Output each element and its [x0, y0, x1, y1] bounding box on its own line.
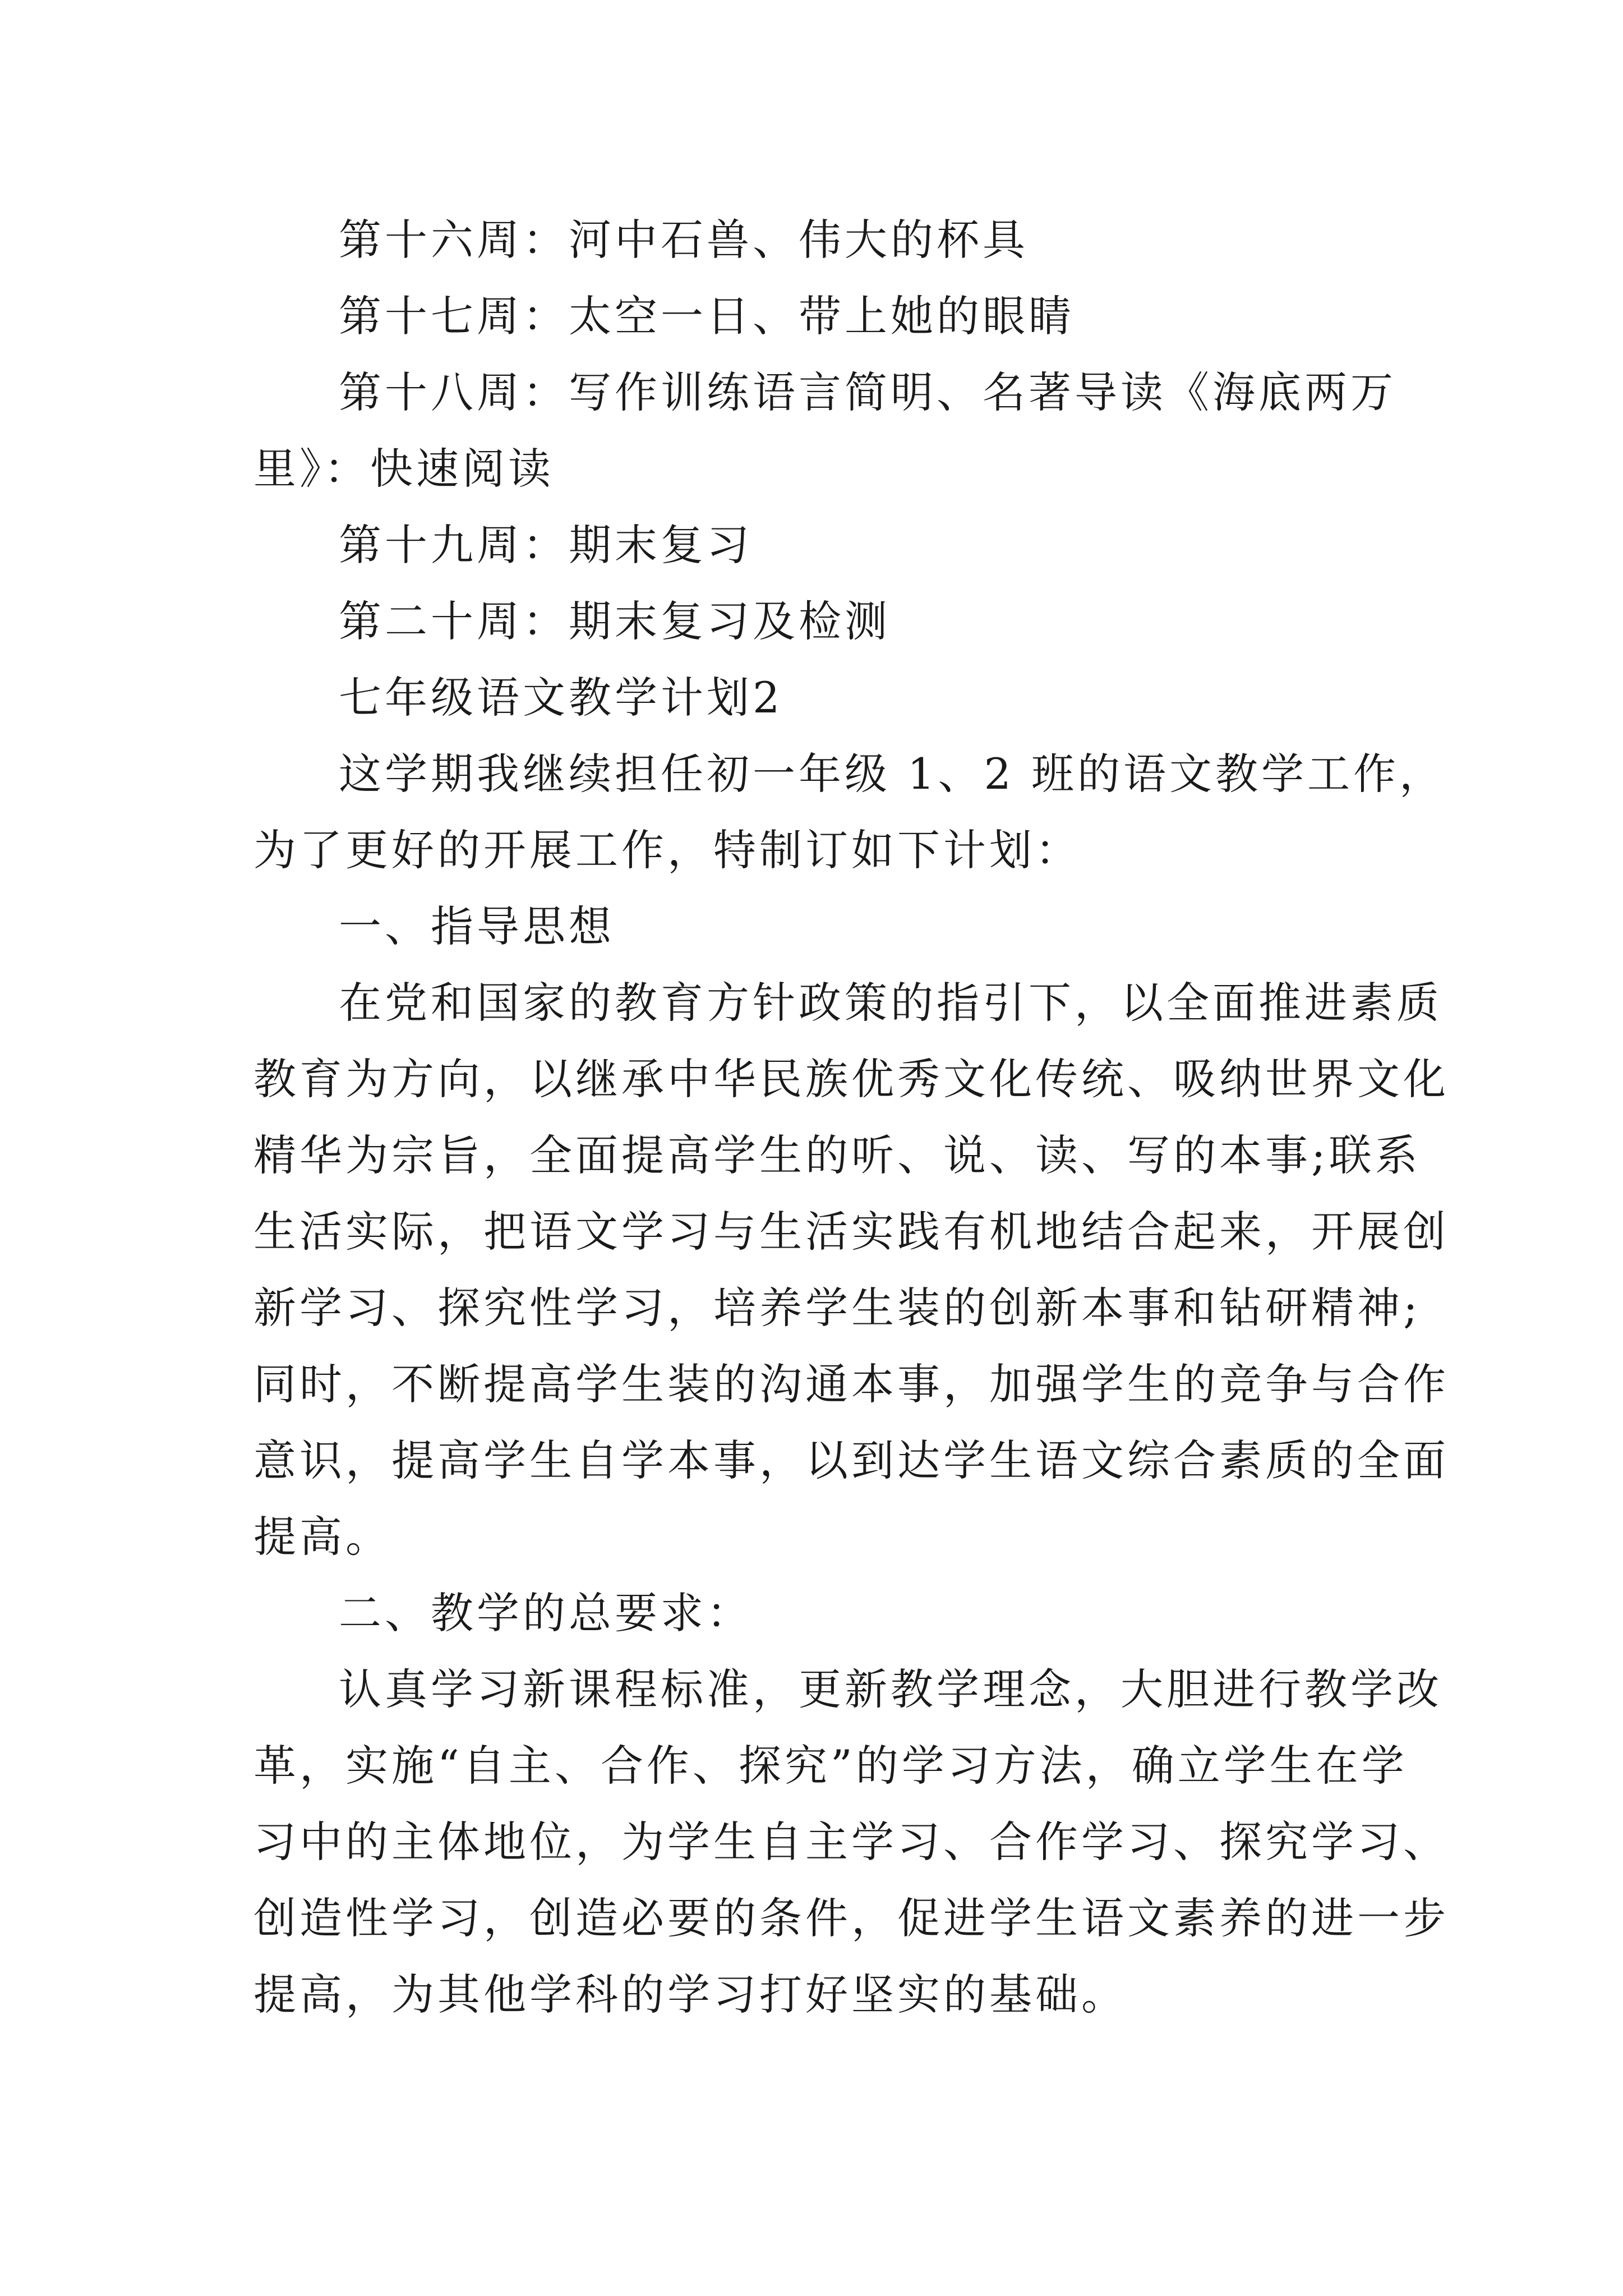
text-line: 这学期我继续担任初一年级 1、2 班的语文教学工作，: [339, 749, 1446, 799]
text-line: 认真学习新课程标准，更新教学理念，大胆进行教学改: [339, 1664, 1442, 1714]
section-heading: 二、教学的总要求：: [339, 1588, 753, 1638]
text-line: 新学习、探究性学习，培养学生装的创新本事和钻研精神;: [253, 1283, 1421, 1333]
text-line: 第十六周：河中石兽、伟大的杯具: [339, 215, 1029, 265]
section-heading: 一、指导思想: [339, 901, 615, 951]
text-line: 习中的主体地位，为学生自主学习、合作学习、探究学习、: [253, 1817, 1449, 1867]
text-line: 教育为方向，以继承中华民族优秀文化传统、吸纳世界文化: [253, 1054, 1449, 1104]
document-body: [253, 202, 1449, 2033]
section-title: 七年级语文教学计划2: [339, 673, 783, 723]
text-line: 第二十周：期末复习及检测: [339, 596, 891, 646]
text-line: 生活实际，把语文学习与生活实践有机地结合起来，开展创: [253, 1207, 1449, 1257]
text-line: 提高。: [253, 1512, 391, 1562]
text-line: 革，实施“自主、合作、探究”的学习方法，确立学生在学: [253, 1741, 1408, 1791]
text-line: 意识，提高学生自学本事，以到达学生语文综合素质的全面: [253, 1435, 1449, 1485]
text-line: 在党和国家的教育方针政策的指引下，以全面推进素质: [339, 978, 1442, 1028]
text-line: 提高，为其他学科的学习打好坚实的基础。: [253, 1970, 1127, 2019]
text-line: 第十八周：写作训练语言简明、名著导读《海底两万: [339, 367, 1396, 417]
text-line: 创造性学习，创造必要的条件，促进学生语文素养的进一步: [253, 1893, 1449, 1943]
text-line: 第十九周：期末复习: [339, 520, 753, 570]
text-line: 精华为宗旨，全面提高学生的听、说、读、写的本事;联系: [253, 1130, 1421, 1180]
text-line: 为了更好的开展工作，特制订如下计划：: [253, 825, 1081, 875]
text-line: 同时，不断提高学生装的沟通本事，加强学生的竞争与合作: [253, 1359, 1449, 1409]
text-line: 第十七周：太空一日、带上她的眼睛: [339, 291, 1075, 341]
text-line: 里》：快速阅读: [253, 444, 554, 494]
